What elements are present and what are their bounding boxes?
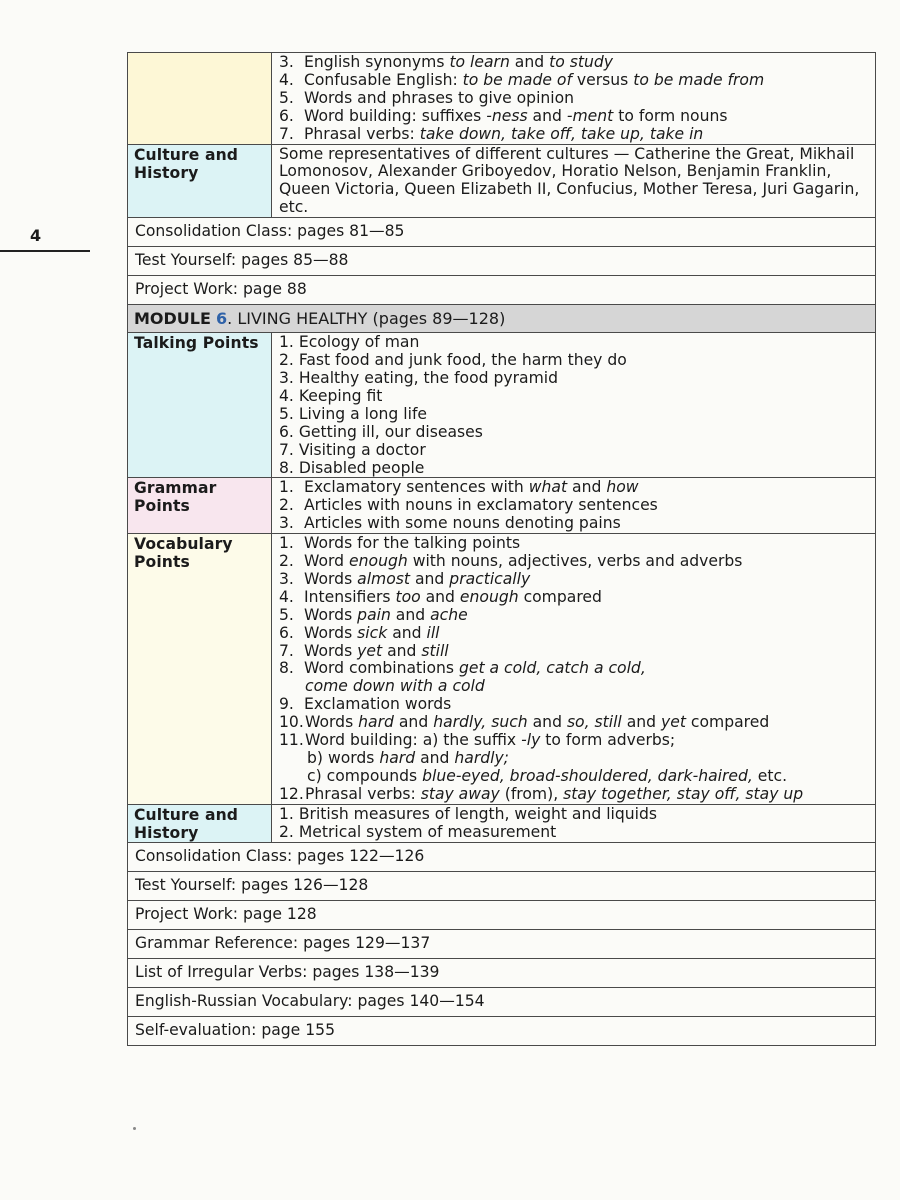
item-number: 3. (279, 53, 294, 71)
list-item: 8. Disabled people (279, 458, 425, 477)
toc-row (128, 958, 876, 987)
item-number: 5. (279, 605, 294, 624)
project-work-entry: Project Work: page 128 (128, 900, 876, 929)
item-text: b) words (307, 749, 380, 767)
italic-term: hard (379, 749, 416, 767)
item-number: 2. (279, 496, 294, 515)
module-title: . LIVING HEALTHY (pages 89—128) (227, 309, 506, 329)
test-yourself-entry: Test Yourself: pages 85—88 (128, 247, 876, 276)
grammar-points-label: Grammar Points (128, 478, 272, 534)
list-item: 1. Ecology of man (279, 333, 420, 352)
list-item (279, 553, 869, 571)
page-number: 4 (30, 226, 42, 245)
list-item: 2. Metrical system of measurement (279, 822, 557, 841)
item-text: Word combinations (304, 659, 459, 678)
culture-history-label: Culture and History (128, 144, 272, 218)
culture-history-list (272, 804, 876, 842)
italic-term: hard (358, 713, 394, 732)
list-item: 4. Keeping fit (279, 386, 383, 405)
consolidation-class-entry: Consolidation Class: pages 122—126 (128, 842, 876, 871)
talking-points-list (272, 333, 876, 478)
italic-term: enough (349, 552, 408, 571)
item-text: Exclamation words (304, 695, 452, 714)
item-text: Phrasal verbs: (304, 124, 420, 143)
item-number: 10. (279, 713, 304, 732)
item-number: 7. (279, 641, 294, 660)
test-yourself-entry: Test Yourself: pages 126—128 (128, 871, 876, 900)
item-text: and (415, 749, 455, 767)
item-number: 2. (279, 552, 294, 571)
item-text: Words (304, 641, 358, 660)
vocabulary-points-label: Vocabulary Points (128, 534, 272, 805)
item-text: c) compounds (307, 766, 423, 785)
list-item (279, 108, 869, 126)
vocabulary-points-module5-row (128, 53, 876, 145)
item-text: and (387, 623, 427, 642)
item-text: Articles with some nouns denoting pains (304, 514, 621, 533)
item-text: Confusable English: (304, 70, 463, 89)
italic-term: so, still (566, 713, 622, 732)
item-text: and (509, 53, 550, 71)
vocabulary-points-module5-list (272, 53, 876, 145)
list-item: 2. Fast food and junk food, the harm they do (279, 351, 627, 370)
item-number: 6. (279, 106, 294, 125)
italic-term: stay together, stay off, stay up (563, 784, 804, 803)
item-number: 6. (279, 623, 294, 642)
item-text: (from), (499, 784, 564, 803)
toc-row (128, 1016, 876, 1045)
italic-term: ache (430, 605, 468, 624)
italic-term: come down with a cold (305, 677, 485, 696)
item-number: 9. (279, 695, 294, 714)
grammar-points-list (272, 478, 876, 534)
module-heading-row (128, 305, 876, 333)
list-item (279, 696, 869, 714)
self-evaluation-entry: Self-evaluation: page 155 (128, 1016, 876, 1045)
item-text: and (527, 713, 567, 732)
italic-term: ill (426, 623, 440, 642)
list-item: 3. Healthy eating, the food pyramid (279, 368, 559, 387)
item-number: 3. (279, 569, 294, 588)
item-text: Words (304, 605, 358, 624)
list-item (279, 535, 869, 553)
list-item (279, 625, 869, 643)
italic-term: sick (357, 623, 388, 642)
list-item (279, 54, 869, 72)
list-item (279, 607, 869, 625)
item-text: Phrasal verbs: (305, 784, 421, 803)
italic-term: yet (661, 713, 686, 732)
italic-term: hardly, such (433, 713, 528, 732)
item-text: Articles with nouns in exclamatory sentences (304, 496, 658, 515)
list-item (279, 678, 869, 696)
list-item (279, 714, 869, 732)
italic-term: how (606, 478, 639, 497)
item-text: and (567, 478, 607, 497)
talking-points-row (128, 333, 876, 478)
item-text: Exclamatory sentences with (304, 478, 529, 497)
list-item: 6. Getting ill, our diseases (279, 422, 483, 441)
list-item (279, 90, 869, 108)
list-item (279, 660, 869, 678)
item-text: Word building: a) the suffix (305, 731, 522, 750)
italic-term: what (528, 478, 568, 497)
item-text: Words (305, 713, 359, 732)
item-text: versus (571, 70, 634, 89)
list-item (279, 497, 869, 515)
italic-term: -ment (566, 106, 614, 125)
item-text: to form nouns (613, 106, 728, 125)
list-item: 1. British measures of length, weight and liquids (279, 804, 658, 823)
project-work-entry: Project Work: page 88 (128, 276, 876, 305)
item-text: Words and phrases to give opinion (304, 88, 575, 107)
list-item (279, 786, 869, 804)
item-number: 1. (279, 534, 294, 553)
italic-term: to be made of (462, 70, 572, 89)
italic-term: to learn (449, 53, 510, 71)
list-item (279, 72, 869, 90)
item-number: 12. (279, 784, 304, 803)
list-item (279, 750, 869, 768)
toc-row (128, 218, 876, 247)
list-item (279, 126, 869, 144)
list-item (279, 589, 869, 607)
item-text: to form adverbs; (540, 731, 676, 750)
list-item (279, 515, 869, 533)
italic-term: still (421, 641, 449, 660)
list-item (279, 768, 869, 786)
item-number: 11. (279, 731, 304, 750)
item-number: 8. (279, 659, 294, 678)
italic-term: -ly (521, 731, 541, 750)
contents-table (127, 52, 876, 1046)
italic-term: practically (449, 569, 531, 588)
italic-term: too (395, 587, 421, 606)
item-text: Intensifiers (304, 587, 396, 606)
culture-history-text: Some representatives of different cultures — Catherine the Great, Mikhail Lomonosov, Alexander Griboyedov, Horatio Nelson, Benjamin Franklin, Queen Victoria, Queen Elizabeth II, Confucius, Mother Teresa, Juri Gagarin, etc. (272, 144, 876, 218)
toc-row (128, 987, 876, 1016)
talking-points-label: Talking Points (128, 333, 272, 478)
italic-term: blue-eyed, broad-shouldered, dark-haired, (422, 766, 753, 785)
item-text: compared (685, 713, 770, 732)
italic-term: enough (459, 587, 519, 606)
item-number: 4. (279, 587, 294, 606)
item-text: Words for the talking points (304, 534, 521, 553)
toc-row (128, 247, 876, 276)
list-item (279, 479, 869, 497)
toc-row (128, 842, 876, 871)
italic-term: to study (549, 53, 613, 71)
toc-row (128, 929, 876, 958)
print-speck (133, 1127, 136, 1130)
list-item (279, 571, 869, 589)
vocabulary-points-row (128, 534, 876, 805)
vocabulary-points-module5-label (128, 53, 272, 145)
vocabulary-points-list (272, 534, 876, 805)
item-text: etc. (752, 766, 788, 785)
culture-history-label: Culture and History (128, 804, 272, 842)
grammar-points-row (128, 478, 876, 534)
item-text: and (410, 569, 450, 588)
item-number: 4. (279, 70, 294, 89)
item-text: and (527, 106, 567, 125)
italic-term: take down, take off, take up, take in (419, 124, 704, 143)
list-item: 7. Visiting a doctor (279, 440, 426, 459)
item-text: Word (304, 552, 350, 571)
item-number: 1. (279, 478, 294, 497)
toc-row (128, 871, 876, 900)
italic-term: -ness (486, 106, 528, 125)
module-word: MODULE (134, 309, 211, 329)
item-text: English synonyms (304, 53, 450, 71)
italic-term: almost (357, 569, 411, 588)
item-text: Word building: suffixes (304, 106, 487, 125)
culture-history-module6-row (128, 804, 876, 842)
italic-term: pain (357, 605, 391, 624)
italic-term: get a cold, catch a cold, (458, 659, 646, 678)
item-text: and (420, 587, 460, 606)
module-number: 6 (216, 309, 228, 329)
item-number: 3. (279, 514, 294, 533)
consolidation-class-entry: Consolidation Class: pages 81—85 (128, 218, 876, 247)
item-text: and (382, 641, 422, 660)
item-text: with nouns, adjectives, verbs and adverbs (407, 552, 743, 571)
list-item: 5. Living a long life (279, 404, 428, 423)
item-text: and (621, 713, 662, 732)
item-number: 7. (279, 124, 294, 143)
irregular-verbs-entry: List of Irregular Verbs: pages 138—139 (128, 958, 876, 987)
italic-term: stay away (420, 784, 500, 803)
italic-term: to be made from (633, 70, 765, 89)
item-text: Words (304, 623, 358, 642)
list-item (279, 643, 869, 661)
toc-row (128, 900, 876, 929)
list-item (279, 732, 869, 750)
item-text: and (390, 605, 431, 624)
vocabulary-entry: English-Russian Vocabulary: pages 140—154 (128, 987, 876, 1016)
item-text: compared (518, 587, 602, 606)
grammar-reference-entry: Grammar Reference: pages 129—137 (128, 929, 876, 958)
culture-history-module5-row (128, 144, 876, 218)
module-heading (128, 305, 876, 333)
toc-row (128, 276, 876, 305)
item-text: Words (304, 569, 358, 588)
italic-term: hardly; (454, 749, 509, 767)
italic-term: yet (357, 641, 383, 660)
page-number-rule (0, 250, 90, 252)
item-number: 5. (279, 88, 294, 107)
item-text: and (393, 713, 434, 732)
